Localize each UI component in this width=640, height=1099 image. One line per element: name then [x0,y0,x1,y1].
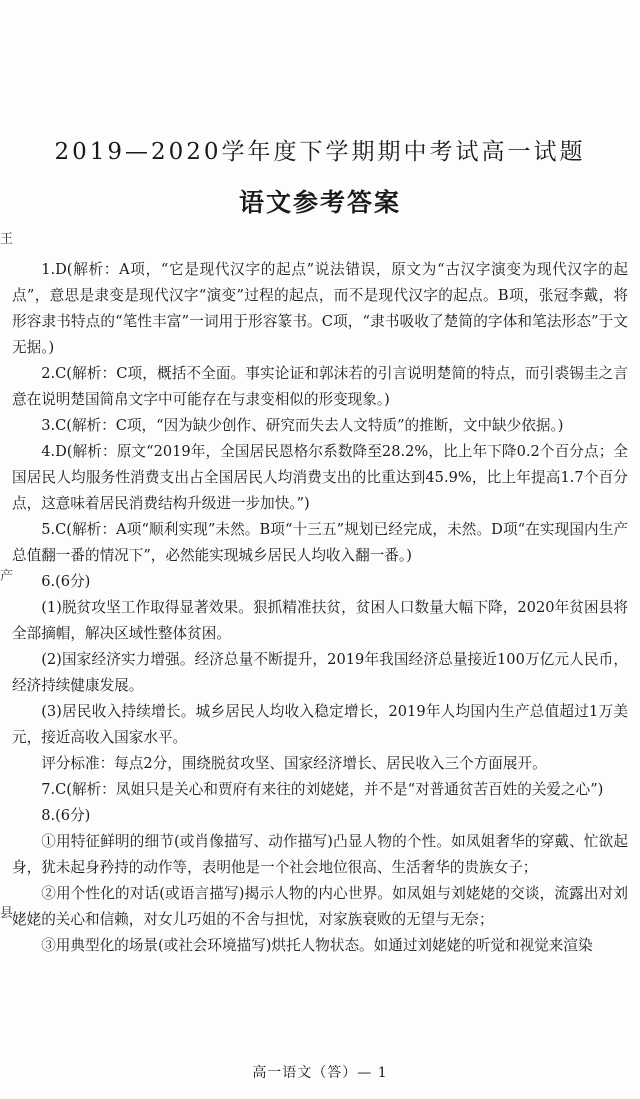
answer-paragraph: 8.(6分) [41,807,91,824]
page-subtitle: 语文参考答案 [238,188,401,217]
edge-mark: 产 [0,569,14,584]
page-title: 2019—2020学年度下学期期中考试高一试题 [54,139,586,165]
answer-content [12,257,628,959]
answer-paragraph: 5.C(解析：A项“顺利实现”未然。B项“十三五”规划已经完成，未然。D项“在实现国内生产总值翻一番的情况下”，必然能实现城乡居民人均收入翻一番。) [12,521,628,564]
answer-paragraph: (2)国家经济实力增强。经济总量不断提升，2019年我国经济总量接近100万亿元人民币，经济持续健康发展。 [12,651,628,694]
answer-paragraph: ①用特征鲜明的细节(或肖像描写、动作描写)凸显人物的个性。如凤姐奢华的穿戴、忙欲起身，犹未起身矜持的动作等，表明他是一个社会地位很高、生活奢华的贵族女子； [12,833,628,876]
page-footer: 高一语文（答）— 1 [252,1065,388,1081]
answer-paragraph: ③用典型化的场景(或社会环境描写)烘托人物状态。如通过刘姥姥的听觉和视觉来渲染 [41,937,593,954]
answer-paragraph: 评分标准：每点2分，围绕脱贫攻坚、国家经济增长、居民收入三个方面展开。 [41,755,547,772]
answer-paragraph: 2.C(解析：C项，概括不全面。事实论证和郭沫若的引言说明楚简的特点，而引裘锡圭之言意在说明楚国简帛文字中可能存在与隶变相似的形变现象。) [12,365,628,408]
answer-paragraph: (3)居民收入持续增长。城乡居民人均收入稳定增长，2019年人均国内生产总值超过1万美元，接近高收入国家水平。 [12,703,628,746]
answer-paragraph: 1.D(解析：A项，“它是现代汉字的起点”说法错误，原文为“古汉字演变为现代汉字的起点”，意思是隶变是现代汉字“演变”过程的起点，而不是现代汉字的起点。B项，张冠李戴，将形容隶书特点的“笔性丰富”一词用于形容篆书。C项，“隶书吸收了楚简的字体和笔法形态”于文无据。) [12,261,628,356]
answer-paragraph: 6.(6分) [41,573,91,590]
answer-paragraph: (1)脱贫攻坚工作取得显著效果。狠抓精准扶贫，贫困人口数量大幅下降，2020年贫困县将全部摘帽，解决区域性整体贫困。 [12,599,628,642]
answer-paragraph: ②用个性化的对话(或语言描写)揭示人物的内心世界。如凤姐与刘姥姥的交谈，流露出对刘姥姥的关心和信赖，对女儿巧姐的不舍与担忧，对家族衰败的无望与无奈； [12,885,628,928]
edge-mark: 王 [0,232,14,247]
edge-mark: 县 [0,906,14,921]
answer-paragraph: 7.C(解析：凤姐只是关心和贾府有来往的刘姥姥，并不是“对普通贫苦百姓的关爱之心”) [41,781,604,798]
answer-paragraph: 3.C(解析：C项，“因为缺少创作、研究而失去人文特质”的推断，文中缺少依据。) [41,417,564,434]
answer-paragraph: 4.D(解析：原文“2019年，全国居民恩格尔系数降至28.2%，比上年下降0.2个百分点；全国居民人均服务性消费支出占全国居民人均消费支出的比重达到45.9%，比上年提高1.7个百分点，这意味着居民消费结构升级进一步加快。”) [12,443,628,512]
